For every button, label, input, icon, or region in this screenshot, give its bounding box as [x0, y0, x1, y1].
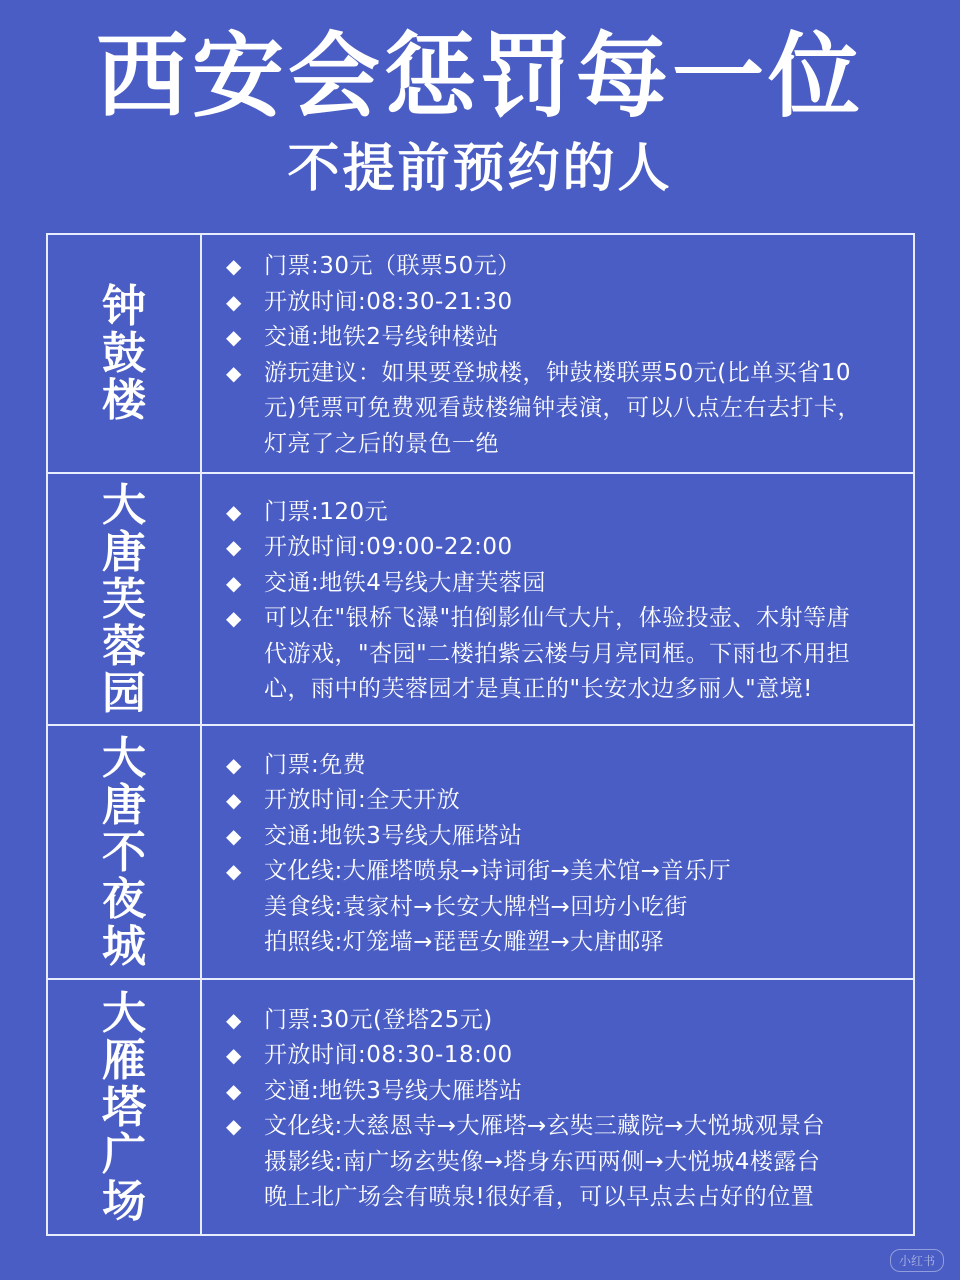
info-item [224, 1074, 895, 1110]
page-subtitle: 不提前预约的人 [287, 139, 673, 199]
attraction-row [47, 725, 914, 979]
info-text-line: 文化线:大慈恩寺→大雁塔→玄奘三藏院→大悦城观景台 [264, 1113, 826, 1139]
diamond-bullet-icon: ◆ [226, 1043, 242, 1067]
attraction-row [47, 473, 914, 725]
attraction-info-cell [201, 473, 914, 725]
diamond-bullet-icon: ◆ [226, 1078, 242, 1103]
attraction-info-cell [201, 725, 914, 979]
diamond-bullet-icon: ◆ [226, 859, 242, 883]
attraction-name-cell [47, 725, 201, 979]
diamond-bullet-icon: ◆ [226, 1114, 242, 1138]
diamond-bullet-icon: ◆ [226, 823, 242, 848]
info-item [224, 819, 895, 855]
info-text-line: 交通:地铁3号线大雁塔站 [264, 822, 523, 849]
attraction-name: 大雁塔广场 [102, 987, 146, 1227]
info-text-line: 交通:地铁3号线大雁塔站 [264, 1077, 523, 1104]
attraction-info-cell [201, 979, 914, 1235]
info-item [224, 601, 895, 708]
info-text-line: 晚上北广场会有喷泉!很好看，可以早点去占好的位置 [264, 1184, 815, 1210]
diamond-bullet-icon: ◆ [226, 570, 242, 595]
info-text-line: 文化线:大雁塔喷泉→诗词街→美术馆→音乐厅 [264, 858, 732, 884]
info-item [224, 285, 895, 321]
diamond-bullet-icon: ◆ [226, 788, 242, 812]
attraction-name: 大唐芙蓉园 [102, 479, 146, 719]
diamond-bullet-icon: ◆ [226, 1007, 242, 1032]
diamond-bullet-icon: ◆ [226, 606, 242, 630]
info-text-line: 美食线:袁家村→长安大牌档→回坊小吃街 [264, 893, 688, 920]
info-text-line: 交通:地铁4号线大唐芙蓉园 [264, 569, 546, 596]
attraction-name: 钟鼓楼 [102, 281, 146, 426]
diamond-bullet-icon: ◆ [226, 535, 242, 559]
attraction-row [47, 979, 914, 1235]
info-list [224, 249, 895, 462]
info-item [224, 320, 895, 356]
page-title: 西安会惩罚每一位 [95, 23, 864, 130]
info-list [224, 495, 895, 708]
watermark: 小红书 [890, 1249, 944, 1272]
attraction-name-cell [47, 979, 201, 1235]
info-text-line: 元)凭票可免费观看鼓楼编钟表演，可以八点左右去打卡， [264, 395, 861, 421]
info-text-line: 代游戏，"杏园"二楼拍紫云楼与月亮同框。下雨也不用担 [264, 640, 851, 667]
diamond-bullet-icon: ◆ [226, 360, 242, 385]
info-text-line: 门票:120元 [264, 498, 389, 525]
info-item [224, 783, 895, 819]
attraction-name: 大唐不夜城 [102, 732, 146, 972]
info-item [224, 854, 895, 961]
info-text-line: 门票:免费 [264, 751, 367, 778]
diamond-bullet-icon: ◆ [226, 752, 242, 777]
info-item [224, 356, 895, 463]
attraction-row [47, 234, 914, 473]
info-text-line: 开放时间:全天开放 [264, 787, 461, 813]
info-text-line: 门票:30元(登塔25元) [264, 1006, 493, 1033]
info-text-line: 可以在"银桥飞瀑"拍倒影仙气大片，体验投壶、木射等唐 [264, 605, 851, 631]
attraction-name-cell [47, 234, 201, 473]
info-list [224, 1003, 895, 1216]
info-text-line: 开放时间:08:30-18:00 [264, 1042, 513, 1068]
attraction-name-cell [47, 473, 201, 725]
diamond-bullet-icon: ◆ [226, 254, 242, 278]
info-item [224, 495, 895, 531]
diamond-bullet-icon: ◆ [226, 289, 242, 314]
info-item [224, 566, 895, 602]
info-list [224, 748, 895, 961]
info-item [224, 249, 895, 285]
info-text-line: 开放时间:08:30-21:30 [264, 288, 513, 315]
info-item [224, 1038, 895, 1074]
info-text-line: 门票:30元（联票50元） [264, 253, 521, 279]
attraction-info-cell [201, 234, 914, 473]
info-text-line: 游玩建议：如果要登城楼，钟鼓楼联票50元(比单买省10 [264, 359, 852, 386]
info-item [224, 1003, 895, 1039]
info-text-line: 心，雨中的芙蓉园才是真正的"长安水边多丽人"意境! [264, 676, 813, 702]
diamond-bullet-icon: ◆ [226, 325, 242, 349]
info-item [224, 530, 895, 566]
info-text-line: 交通:地铁2号线钟楼站 [264, 324, 499, 350]
info-text-line: 拍照线:灯笼墙→琵琶女雕塑→大唐邮驿 [264, 929, 665, 955]
diamond-bullet-icon: ◆ [226, 499, 242, 524]
info-item [224, 748, 895, 784]
info-text-line: 摄影线:南广场玄奘像→塔身东西两侧→大悦城4楼露台 [264, 1148, 821, 1175]
info-text-line: 开放时间:09:00-22:00 [264, 534, 513, 560]
info-text-line: 灯亮了之后的景色一绝 [264, 430, 499, 457]
attractions-table [46, 233, 915, 1236]
info-item [224, 1109, 895, 1216]
